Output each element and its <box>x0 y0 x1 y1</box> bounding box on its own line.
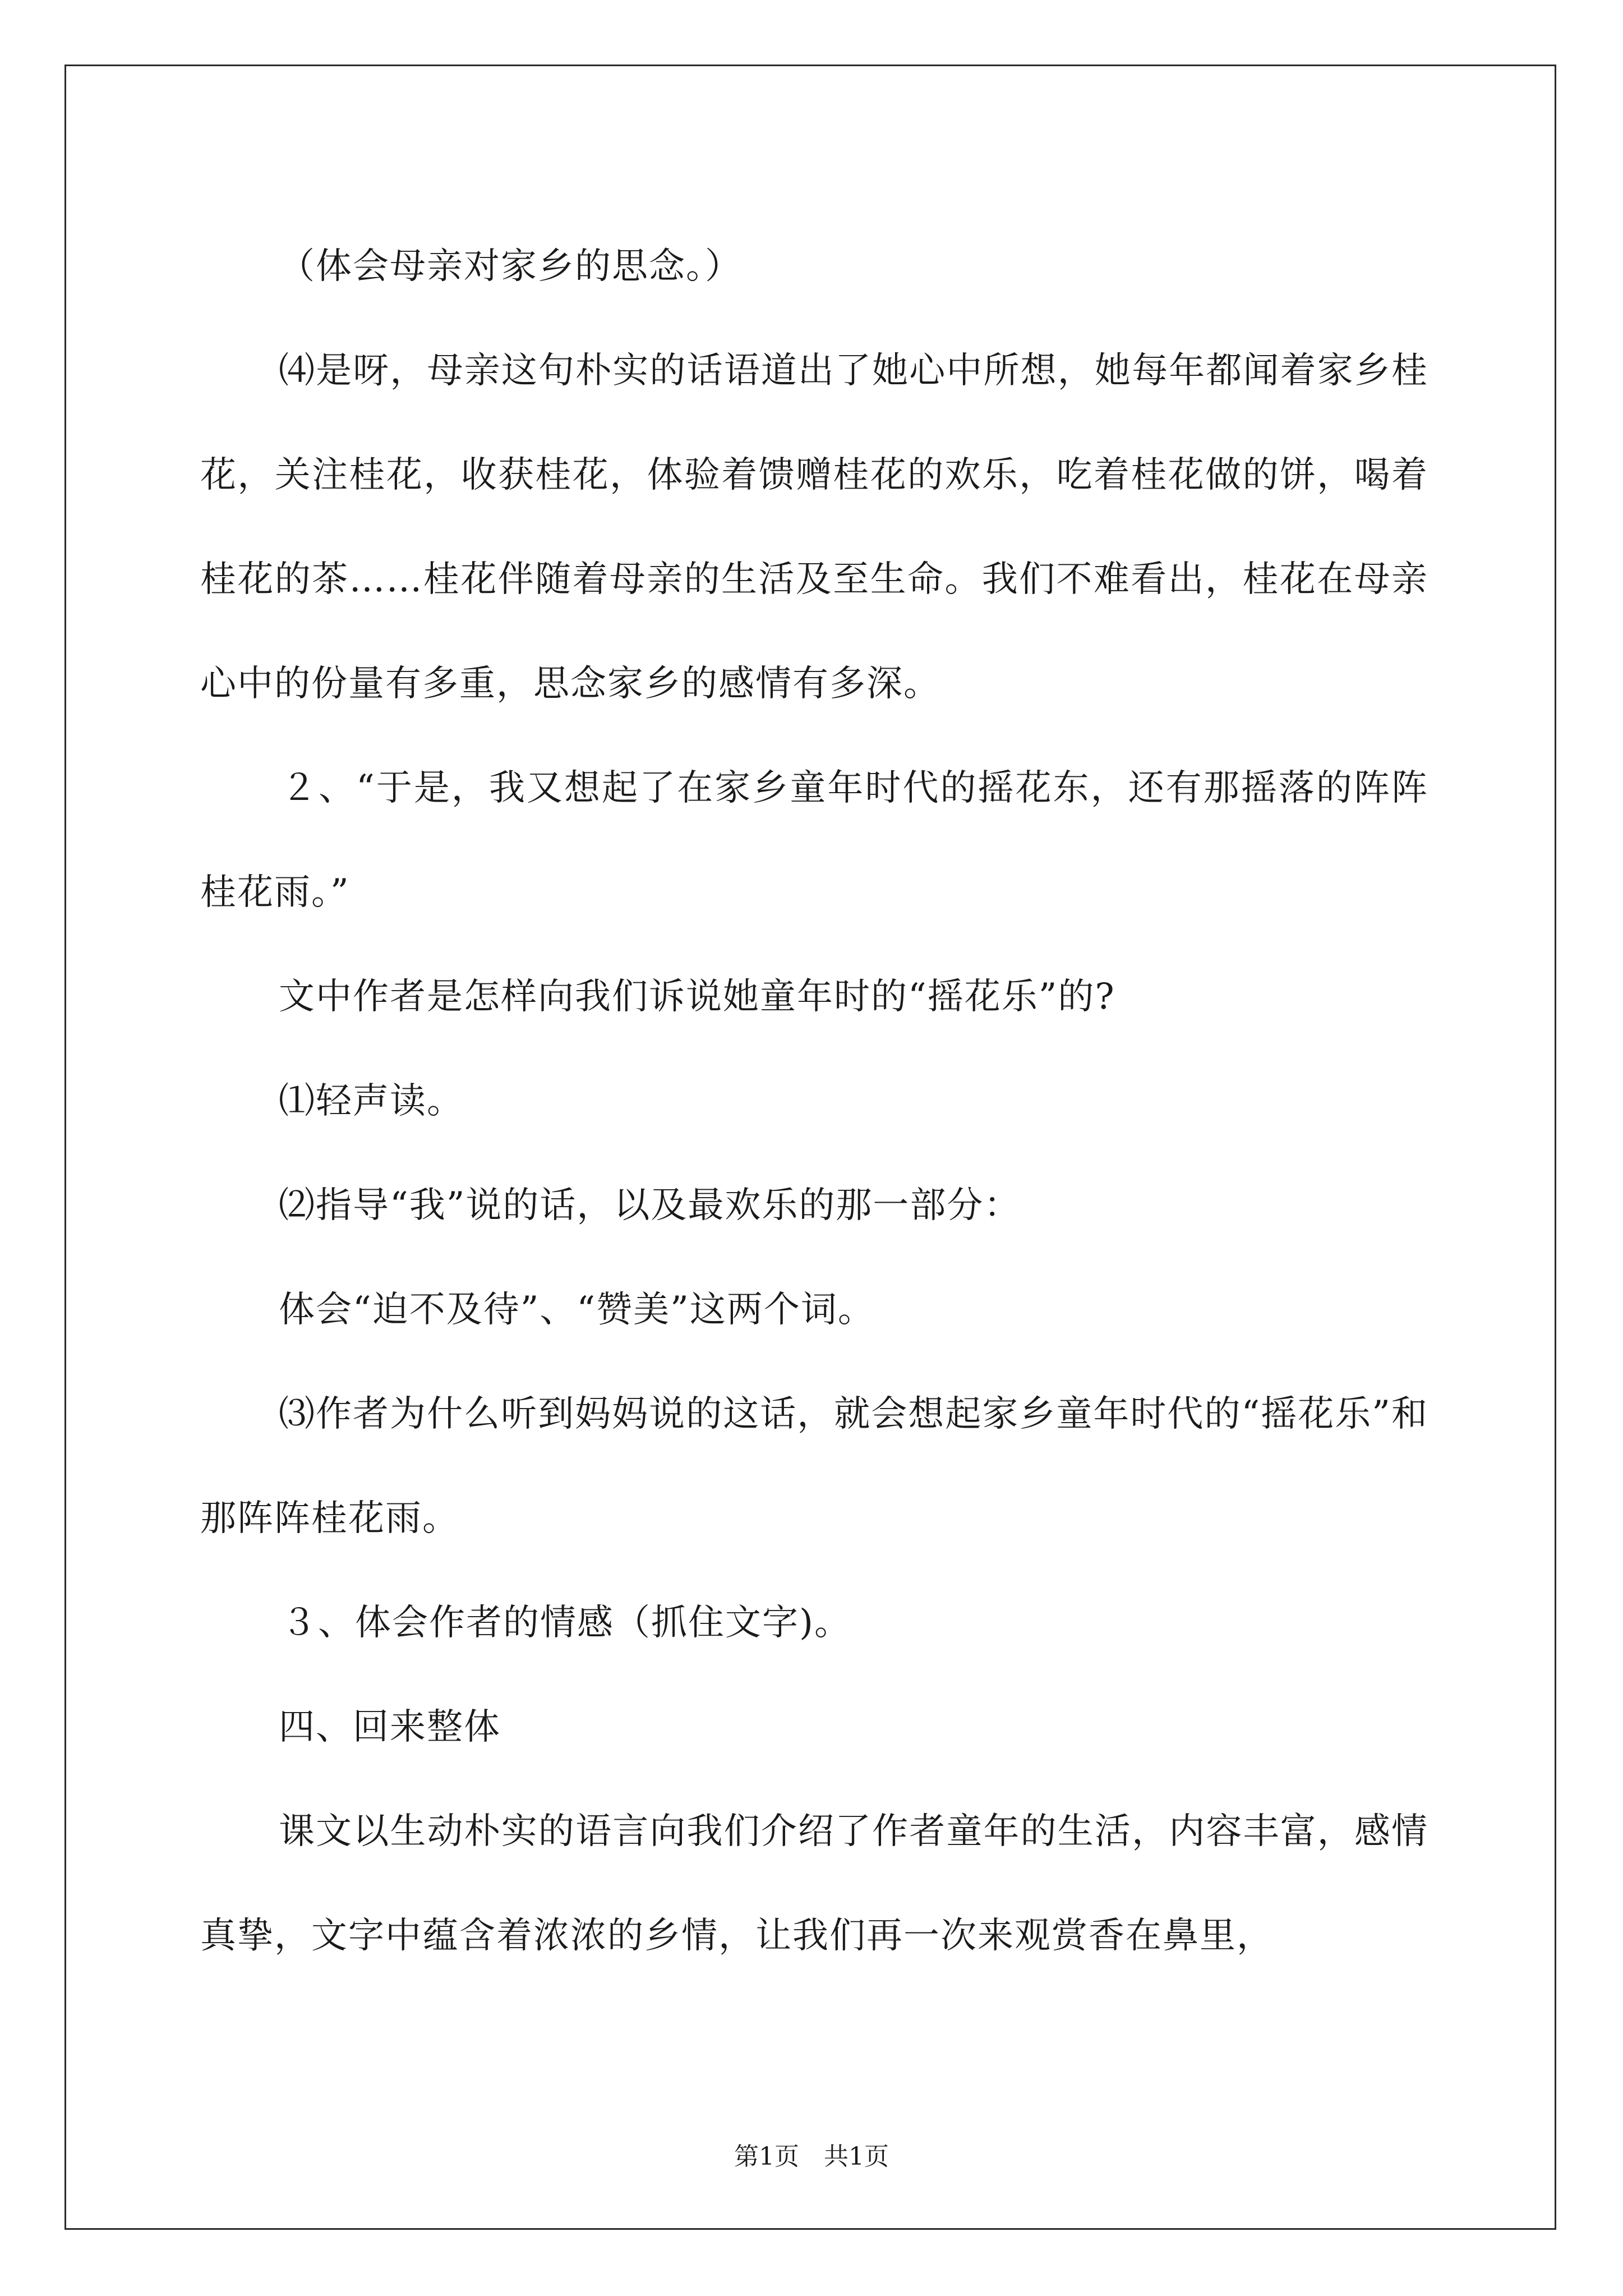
paragraph-step-2: ⑵指导“我”说的话，以及最欢乐的那一部分： <box>279 1185 1021 1226</box>
paragraph-step-3: ⑶作者为什么听到妈妈说的这话，就会想起家乡童年时代的“摇花乐”和那阵阵桂花雨。 <box>200 1393 1428 1539</box>
paragraph-mother-nostalgia: （体会母亲对家乡的思念。） <box>279 246 742 287</box>
paragraph-step-1: ⑴轻声读。 <box>279 1080 464 1122</box>
paragraph-osmanthus-life: ⑷是呀，母亲这句朴实的话语道出了她心中所想，她每年都闻着家乡桂花，关注桂花，收获桂花，体验着馈赠桂花的欢乐，吃着桂花做的饼，喝着桂花的茶……桂花伴随着母亲的生活及至生命。我们不难看出，桂花在母亲心中的份量有多重，思念家乡的感情有多深。 <box>200 350 1428 705</box>
paragraph-question: 文中作者是怎样向我们诉说她童年时的“摇花乐”的? <box>279 976 1115 1018</box>
paragraph-section-3: ３、体会作者的情感（抓住文字)。 <box>281 1602 851 1644</box>
page-number-footer: 第1页 共1页 <box>734 2142 889 2171</box>
section-heading-four: 四、回来整体 <box>279 1706 501 1748</box>
paragraph-quote-childhood: ２、“于是，我又想起了在家乡童年时代的摇花东，还有那摇落的阵阵桂花雨。” <box>200 767 1428 913</box>
paragraph-summary: 课文以生动朴实的语言向我们介绍了作者童年的生活，内容丰富，感情真挚，文字中蕴含着浓浓的乡情，让我们再一次来观赏香在鼻里， <box>200 1811 1428 1957</box>
document-body <box>200 214 1428 1988</box>
paragraph-word-study: 体会“迫不及待”、“赞美”这两个词。 <box>279 1289 875 1331</box>
